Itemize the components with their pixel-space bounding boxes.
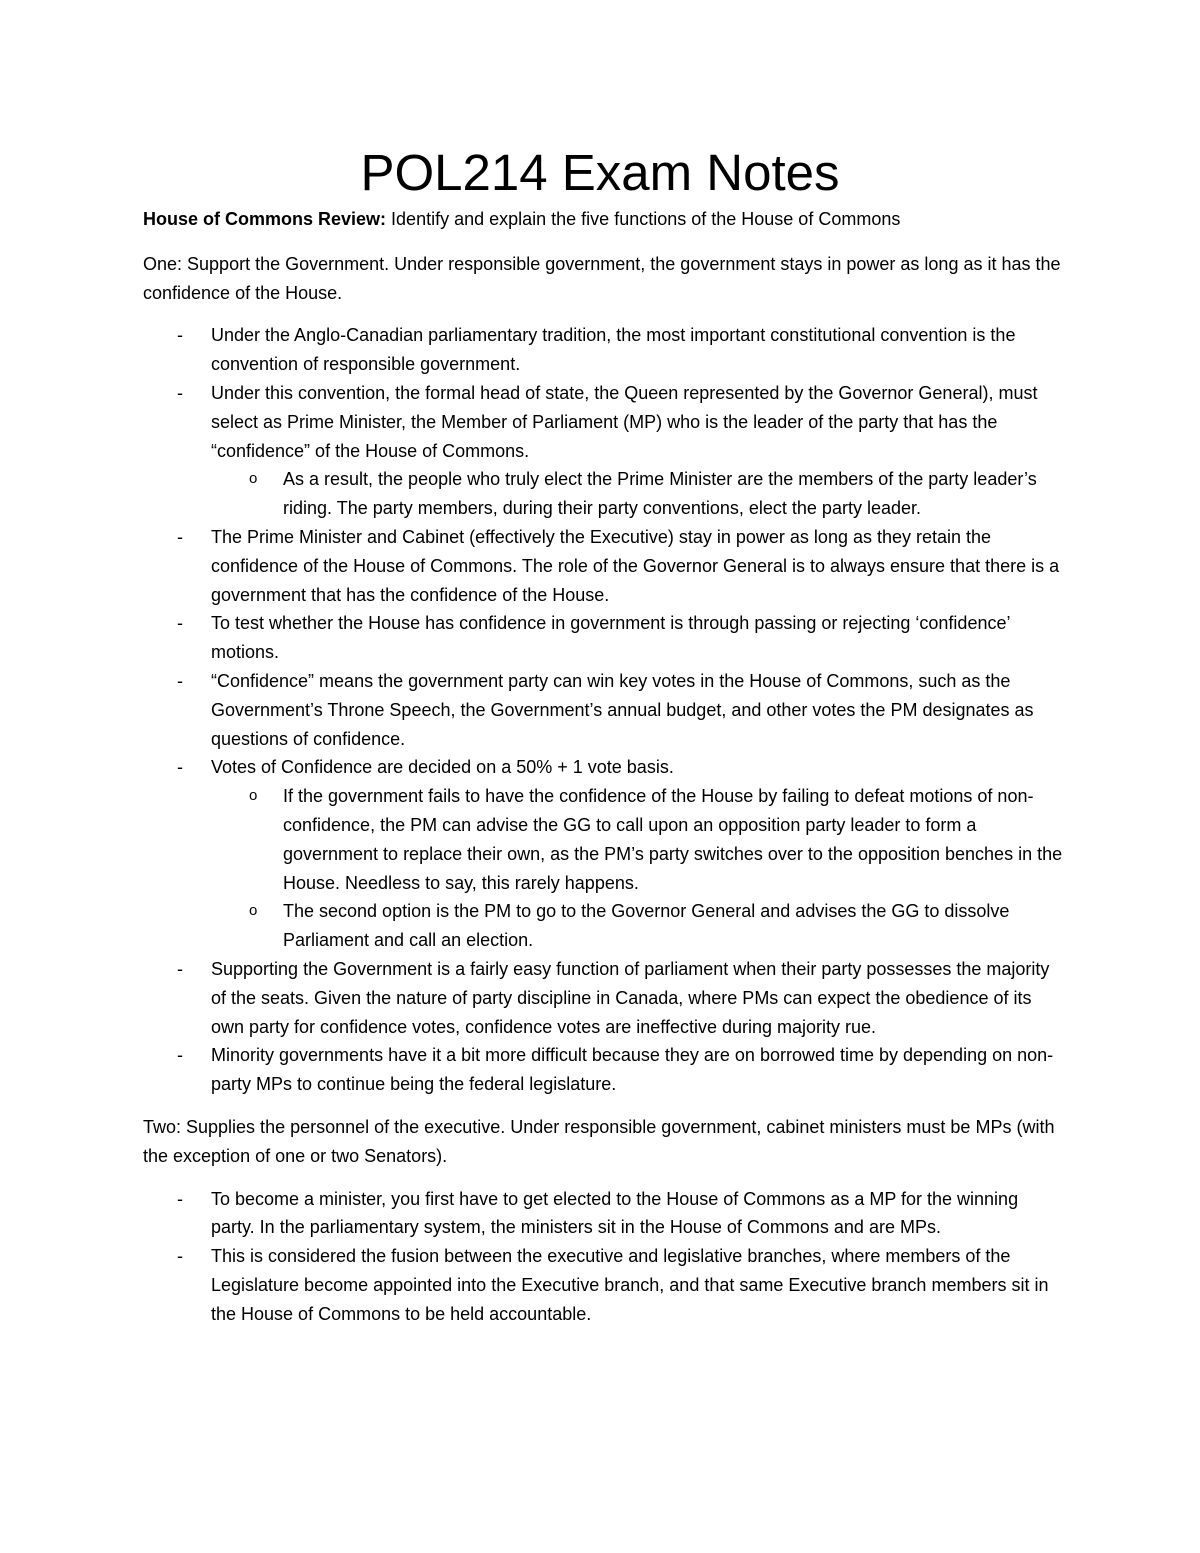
list-item-text: Votes of Confidence are decided on a 50% + 1 vote basis. — [211, 757, 674, 778]
list-item — [177, 523, 1063, 609]
circle-marker: o — [249, 902, 258, 920]
dash-marker: - — [177, 613, 183, 634]
section-heading: Two: Supplies the personnel of the executive. Under responsible government, cabinet ministers must be MPs (with the exception of one or two Senators). — [143, 1116, 1055, 1166]
list-item-text: Under the Anglo-Canadian parliamentary tradition, the most important constitutional convention is the convention of responsible government. — [211, 325, 1016, 375]
list-item-text: To become a minister, you first have to get elected to the House of Commons as a MP for the winning party. In the parliamentary system, the ministers sit in the House of Commons and are MPs. — [211, 1188, 1019, 1238]
dash-marker: - — [177, 1045, 183, 1066]
list-item — [177, 1242, 1063, 1328]
list-item-text: The Prime Minister and Cabinet (effectively the Executive) stay in power as long as they retain the confidence of the House of Commons. The role of the Governor General is to always ensure that there is a government that has the confidence of the House. — [211, 526, 1060, 605]
dash-marker: - — [177, 670, 183, 691]
list-item — [177, 1185, 1063, 1243]
list-item — [177, 955, 1063, 1041]
list-item-text: Under this convention, the formal head of state, the Queen represented by the Governor General), must select as Prime Minister, the Member of Parliament (MP) who is the leader of the party that has the “confidence” of the House of Commons. — [211, 382, 1038, 461]
intro-label: House of Commons Review: — [143, 209, 387, 229]
list-item — [177, 321, 1063, 379]
section-heading: One: Support the Government. Under responsible government, the government stays in power as long as it has the confidence of the House. — [143, 253, 1061, 303]
dash-marker: - — [177, 1188, 183, 1209]
list-item — [177, 379, 1063, 523]
list-item-text: Supporting the Government is a fairly easy function of parliament when their party possesses the majority of the seats. Given the nature of party discipline in Canada, where PMs can expect the obedience of its own party for confidence votes, confidence votes are ineffective during majority rue. — [211, 958, 1050, 1037]
list-item — [177, 753, 1063, 955]
circle-marker: o — [249, 470, 258, 488]
document-body — [143, 205, 1063, 1342]
sub-list-item — [249, 782, 1063, 897]
sub-list-item — [249, 897, 1063, 955]
bullet-list — [143, 321, 1063, 1099]
dash-marker: - — [177, 958, 183, 979]
list-item-text: Minority governments have it a bit more difficult because they are on borrowed time by depending on non-party MPs to continue being the federal legislature. — [211, 1045, 1054, 1095]
circle-marker: o — [249, 787, 258, 805]
sub-list-item — [249, 465, 1063, 523]
sub-list-item-text: The second option is the PM to go to the Governor General and advises the GG to dissolve Parliament and call an election. — [283, 901, 1010, 951]
dash-marker: - — [177, 325, 183, 346]
list-item — [177, 1041, 1063, 1099]
sub-list — [211, 465, 1063, 523]
dash-marker: - — [177, 382, 183, 403]
list-item — [177, 667, 1063, 753]
list-item-text: To test whether the House has confidence in government is through passing or rejecting ‘confidence’ motions. — [211, 613, 1010, 663]
sub-list-item-text: If the government fails to have the confidence of the House by failing to defeat motions of non-confidence, the PM can advise the GG to call upon an opposition party leader to form a government to replace their own, as the PM’s party switches over to the opposition benches in the House. Needless to say, this rarely happens. — [283, 786, 1063, 893]
page-title: POL214 Exam Notes — [360, 144, 840, 201]
sub-list — [211, 782, 1063, 955]
list-item-text: “Confidence” means the government party can win key votes in the House of Commons, such as the Government’s Throne Speech, the Government’s annual budget, and other votes the PM designates as questions of confidence. — [211, 670, 1034, 749]
intro-paragraph — [143, 205, 1063, 234]
dash-marker: - — [177, 1246, 183, 1267]
intro-text: Identify and explain the five functions of the House of Commons — [386, 209, 901, 229]
dash-marker: - — [177, 757, 183, 778]
bullet-list — [143, 1185, 1063, 1329]
dash-marker: - — [177, 526, 183, 547]
list-item-text: This is considered the fusion between the executive and legislative branches, where members of the Legislature become appointed into the Executive branch, and that same Executive branch members sit in the House of Commons to be held accountable. — [211, 1246, 1049, 1324]
sub-list-item-text: As a result, the people who truly elect the Prime Minister are the members of the party leader’s riding. The party members, during their party conventions, elect the party leader. — [283, 469, 1037, 519]
list-item — [177, 609, 1063, 667]
